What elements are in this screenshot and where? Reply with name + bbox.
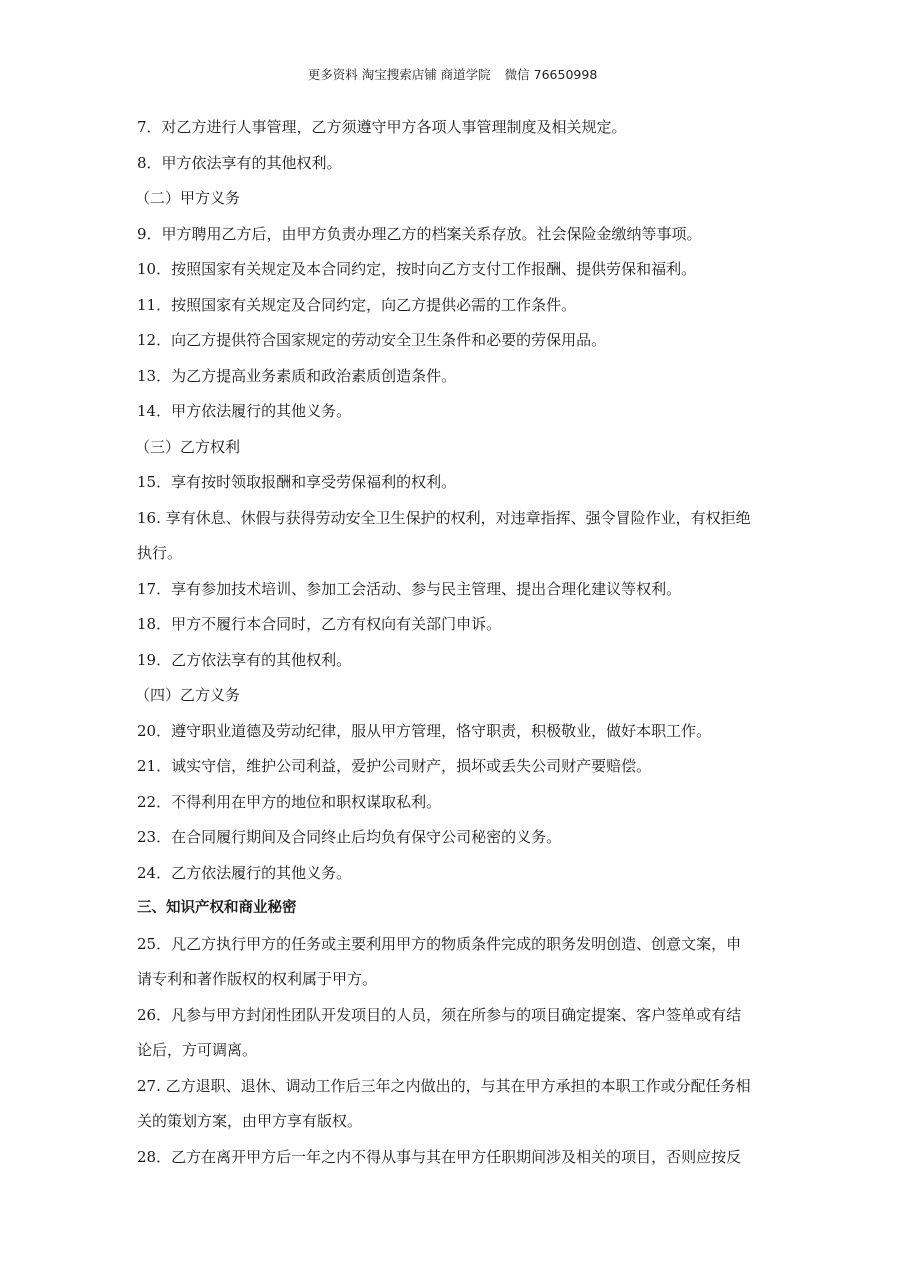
paragraph-line: 26．凡参与甲方封闭性团队开发项目的人员，须在所参与的项目确定提案、客户签单或有结 xyxy=(137,1005,742,1024)
paragraph-line: 22．不得利用在甲方的地位和职权谋取私利。 xyxy=(137,792,442,811)
section-heading: 三、知识产权和商业秘密 xyxy=(137,900,297,916)
paragraph-line: 16. 享有休息、休假与获得劳动安全卫生保护的权利，对违章指挥、强令冒险作业，有权拒绝 xyxy=(137,508,751,527)
header-text-shop: 更多资料 淘宝搜索店铺 商道学院 xyxy=(307,67,491,82)
paragraph-line: 执行。 xyxy=(137,544,183,562)
paragraph-line: 28．乙方在离开甲方后一年之内不得从事与其在甲方任职期间涉及相关的项目，否则应按反 xyxy=(137,1147,742,1166)
paragraph-line: 13．为乙方提高业务素质和政治素质创造条件。 xyxy=(137,366,457,385)
paragraph-line: 23．在合同履行期间及合同终止后均负有保守公司秘密的义务。 xyxy=(137,828,562,846)
document-body xyxy=(137,110,777,1175)
subsection-heading: （三）乙方权利 xyxy=(135,437,241,456)
paragraph-line: 21．诚实守信，维护公司利益，爱护公司财产，损坏或丢失公司财产要赔偿。 xyxy=(137,757,652,775)
paragraph-line: 7．对乙方进行人事管理，乙方须遵守甲方各项人事管理制度及相关规定。 xyxy=(137,118,627,136)
paragraph-line: 15．享有按时领取报酬和享受劳保福利的权利。 xyxy=(137,473,457,491)
paragraph-line: 11．按照国家有关规定及合同约定，向乙方提供必需的工作条件。 xyxy=(137,295,577,314)
paragraph-line: 论后，方可调离。 xyxy=(137,1041,258,1059)
paragraph-line: 9．甲方聘用乙方后，由甲方负责办理乙方的档案关系存放。社会保险金缴纳等事项。 xyxy=(137,224,702,243)
paragraph-line: 18．甲方不履行本合同时，乙方有权向有关部门申诉。 xyxy=(137,615,502,633)
paragraph-line: 请专利和著作版权的权利属于甲方。 xyxy=(137,970,378,988)
paragraph-line: 19．乙方依法享有的其他权利。 xyxy=(137,650,352,669)
page-header xyxy=(0,66,905,84)
paragraph-line: 27. 乙方退职、退休、调动工作后三年之内做出的，与其在甲方承担的本职工作或分配任务相 xyxy=(137,1076,751,1095)
header-text-wechat: 微信 76650998 xyxy=(504,67,598,82)
subsection-heading: （二）甲方义务 xyxy=(135,189,241,207)
paragraph-line: 关的策划方案，由甲方享有版权。 xyxy=(137,1112,363,1130)
paragraph-line: 14．甲方依法履行的其他义务。 xyxy=(137,402,352,420)
subsection-heading: （四）乙方义务 xyxy=(135,686,241,704)
paragraph-line: 10．按照国家有关规定及本合同约定，按时向乙方支付工作报酬、提供劳保和福利。 xyxy=(137,260,697,278)
paragraph-line: 17．享有参加技术培训、参加工会活动、参与民主管理、提出合理化建议等权利。 xyxy=(137,579,682,598)
paragraph-line: 12．向乙方提供符合国家规定的劳动安全卫生条件和必要的劳保用品。 xyxy=(137,331,607,349)
paragraph-line: 24．乙方依法履行的其他义务。 xyxy=(137,863,352,882)
paragraph-line: 25．凡乙方执行甲方的任务或主要利用甲方的物质条件完成的职务发明创造、创意文案，申 xyxy=(137,934,742,953)
paragraph-line: 8．甲方依法享有的其他权利。 xyxy=(137,153,342,172)
paragraph-line: 20．遵守职业道德及劳动纪律，服从甲方管理，恪守职责，积极敬业，做好本职工作。 xyxy=(137,721,712,740)
